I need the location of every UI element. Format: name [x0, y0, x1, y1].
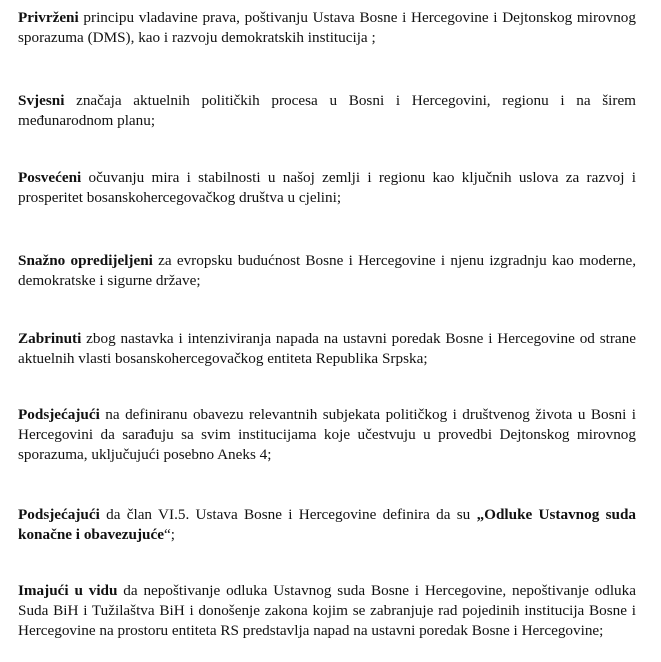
paragraph-zabrinuti	[18, 329, 636, 369]
paragraph-lead: Privrženi	[18, 9, 79, 26]
paragraph-text: zbog nastavka i intenziviranja napada na ustavni poredak Bosne i Hercegovine od strane aktuelnih vlasti bosanskohercegovačkog entiteta Republika Srpska;	[18, 330, 636, 367]
paragraph-podsjecajuci-1	[18, 405, 636, 465]
paragraph-imajuci-u-vidu	[18, 581, 636, 641]
paragraph-text: na definiranu obavezu relevantnih subjekata političkog i društvenog života u Bosni i Hercegovini da sarađuju sa svim institucijama koje učestvuju u provedbi Dejtonskog mirovnog sporazuma, uključujući posebno Aneks 4;	[18, 406, 636, 463]
paragraph-svjesni	[18, 91, 636, 131]
paragraph-text: značaja aktuelnih političkih procesa u Bosni i Hercegovini, regionu i na širem međunarodnom planu;	[18, 92, 636, 129]
paragraph-lead: Zabrinuti	[18, 330, 82, 347]
paragraph-text: da nepoštivanje odluka Ustavnog suda Bosne i Hercegovine, nepoštivanje odluka Suda BiH i Tužilaštva BiH i donošenje zakona kojim se zabranjuje rad pojedinih institucija Bosne i Hercegovine na prostoru entiteta RS predstavlja napad na ustavni poredak Bosne i Hercegovine;	[18, 582, 636, 639]
paragraph-lead: Podsjećajući	[18, 506, 100, 523]
paragraph-lead: Snažno opredijeljeni	[18, 252, 153, 269]
paragraph-posveceni	[18, 168, 636, 208]
paragraph-text: da član VI.5. Ustava Bosne i Hercegovine definira da su	[99, 506, 477, 523]
paragraph-text: očuvanju mira i stabilnosti u našoj zemlji i regionu kao ključnih uslova za razvoj i prosperitet bosanskohercegovačkog društva u cjelini;	[18, 169, 636, 206]
paragraph-privrzeni	[18, 8, 636, 48]
paragraph-snazno-opredijeljeni	[18, 251, 636, 291]
paragraph-text: za evropsku budućnost Bosne i Hercegovine i njenu izgradnju kao moderne, demokratske i sigurne države;	[18, 252, 636, 289]
paragraph-text: principu vladavine prava, poštivanju Ustava Bosne i Hercegovine i Dejtonskog mirovnog sporazuma (DMS), kao i razvoju demokratskih institucija ;	[18, 9, 636, 46]
paragraph-lead: Podsjećajući	[18, 406, 100, 423]
paragraph-tail: “;	[163, 526, 175, 543]
paragraph-lead: Svjesni	[18, 92, 65, 109]
paragraph-lead: Posvećeni	[18, 169, 82, 186]
paragraph-lead: Imajući u vidu	[18, 582, 118, 599]
paragraph-quote: „Odluke Ustavnog suda konačne i obavezujuće	[18, 506, 636, 543]
paragraph-podsjecajuci-2	[18, 505, 636, 545]
